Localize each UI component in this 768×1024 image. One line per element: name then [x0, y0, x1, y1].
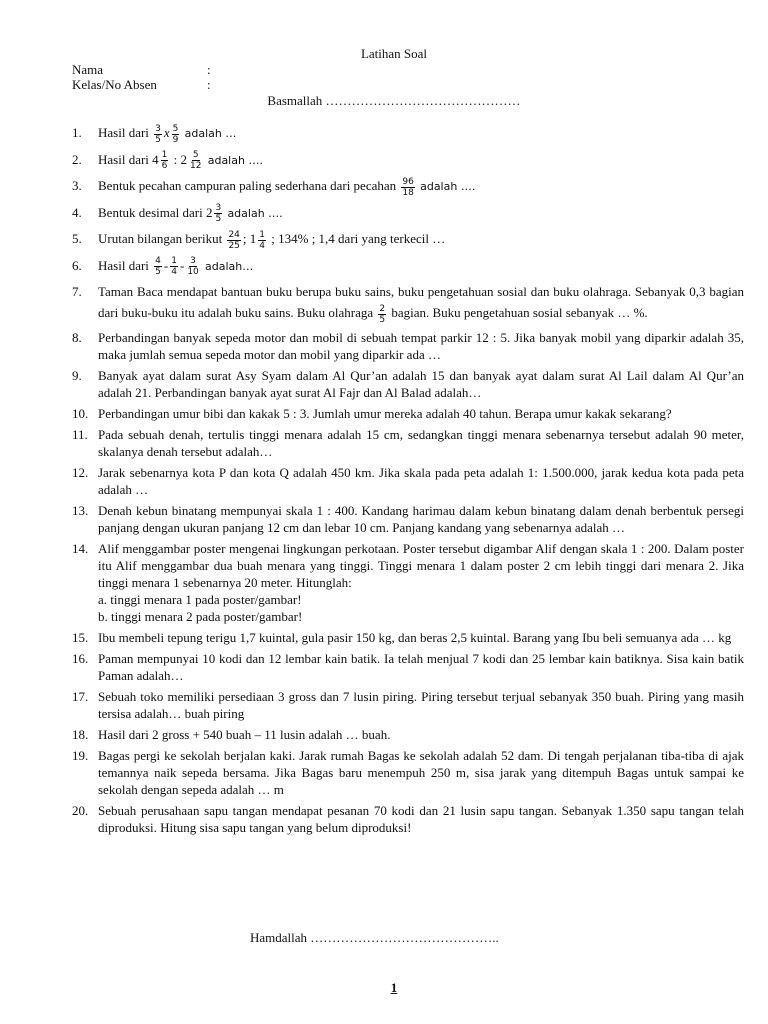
question-text: Hasil dari 4 — [98, 151, 159, 167]
question-text: adalah … — [184, 127, 237, 140]
question-number: 17. — [72, 688, 89, 704]
question-text: Jarak sebenarnya kota P dan kota Q adalah 450 km. Jika skala pada peta adalah 1: 1.500.000, jarak kedua kota pada peta adalah … — [98, 464, 744, 497]
question-number: 3. — [72, 178, 82, 194]
denominator: 9 — [172, 134, 179, 145]
fraction — [258, 230, 266, 251]
question-item — [72, 255, 744, 278]
denominator: 25 — [228, 240, 240, 251]
numerator: 5 — [192, 150, 199, 161]
numerator: 1 — [171, 256, 177, 267]
question-item — [72, 540, 744, 625]
numerator: 96 — [402, 176, 414, 187]
fraction — [401, 177, 414, 198]
question-text: Perbandingan banyak sepeda motor dan mobil di sebuah tempat parkir 12 : 5. Jika banyak mobil yang diparkir adalah 35, maka jumlah semua sepeda motor dan mobil yang diparkir ada … — [98, 329, 744, 362]
question-text: Perbandingan umur bibi dan kakak 5 : 3. Jumlah umur mereka adalah 40 tahun. Berapa umur kakak sekarang? — [98, 405, 672, 421]
question-text: : 2 — [170, 151, 188, 167]
question-item — [72, 726, 744, 743]
question-item — [72, 802, 744, 836]
question-text: adalah… — [205, 259, 254, 273]
question-text: Hasil dari — [98, 257, 149, 273]
question-number: 11. — [72, 426, 88, 442]
operator: - — [179, 257, 185, 273]
question-item — [72, 228, 744, 251]
question-number: 4. — [72, 204, 82, 220]
question-text: Banyak ayat dalam surat Asy Syam dalam Al Qur’an adalah 15 dan banyak ayat dalam surat Al Lail dalam Al Qur’an adalah 21. Perbandingan banyak ayat surat Al Fajr dan Al Balad adalah… — [98, 367, 744, 400]
question-item — [72, 405, 744, 422]
question-number: 6. — [72, 257, 82, 273]
question-text: Hasil dari 2 gross + 540 buah – 11 lusin adalah … buah. — [98, 726, 391, 742]
question-item — [72, 281, 744, 325]
hamdallah-line: Hamdallah …………………………………….. — [250, 930, 499, 945]
question-number: 12. — [72, 464, 89, 480]
sub-question-b: b. tinggi menara 2 pada poster/gambar! — [98, 608, 303, 624]
page-title: Latihan Soal — [360, 46, 428, 61]
question-item — [72, 629, 744, 646]
fraction — [172, 124, 180, 145]
question-text: ; 134% ; 1,4 dari yang terkecil … — [271, 231, 446, 247]
question-item — [72, 367, 744, 401]
question-number: 13. — [72, 502, 89, 518]
fraction — [186, 256, 199, 277]
question-item — [72, 122, 744, 145]
denominator: 4 — [171, 267, 177, 278]
name-colon: : — [207, 62, 211, 77]
denominator: 5 — [379, 314, 386, 325]
fraction — [154, 124, 162, 145]
question-number: 9. — [72, 367, 82, 383]
question-number: 19. — [72, 747, 89, 763]
numerator: 3 — [215, 203, 222, 214]
question-text: adalah …. — [227, 206, 283, 220]
question-item — [72, 202, 744, 225]
question-text: Paman mempunyai 10 kodi dan 12 lembar kain batik. Ia telah menjual 7 kodi dan 25 lembar kain batiknya. Sisa kain batik Paman adalah… — [98, 650, 744, 683]
denominator: 5 — [215, 214, 222, 225]
operator: x — [163, 125, 170, 140]
denominator: 6 — [161, 161, 168, 172]
basmallah-line: Basmallah ……………………………………… — [267, 93, 521, 108]
question-text: Pada sebuah denah, tertulis tinggi menara adalah 15 cm, sedangkan tinggi menara sebenarnya tersebut adalah 90 meter, skalanya denah tersebut adalah… — [98, 426, 744, 459]
numerator: 1 — [161, 150, 168, 161]
denominator: 5 — [155, 267, 161, 278]
question-text: adalah …. — [420, 180, 476, 194]
question-item — [72, 650, 744, 684]
question-number: 1. — [72, 125, 82, 140]
question-list — [72, 122, 744, 840]
fraction — [378, 304, 386, 325]
numerator: 1 — [259, 229, 265, 240]
class-row — [72, 77, 211, 93]
denominator: 5 — [155, 134, 161, 145]
name-label: Nama — [72, 62, 104, 77]
question-item — [72, 149, 744, 172]
numerator: 24 — [228, 229, 240, 240]
question-number: 10. — [72, 405, 89, 421]
question-item — [72, 464, 744, 498]
question-number: 18. — [72, 726, 89, 742]
question-text: Sebuah perusahaan sapu tangan mendapat pesanan 70 kodi dan 21 lusin sapu tangan. Sebanyak 1.350 sapu tangan telah diproduksi. Hitung sisa sapu tangan yang belum diproduksi! — [98, 802, 744, 835]
question-item — [72, 688, 744, 722]
question-text: Alif menggambar poster mengenai lingkungan perkotaan. Poster tersebut digambar Alif dengan skala 1 : 200. Dalam poster itu Alif menggambar dua buah menara yang tinggi. Tinggi menara 1 dalam poster 2 cm lebih tinggi dari menara 2. Jika tinggi menara 1 sebenarnya 20 meter. Hitunglah: — [98, 540, 744, 590]
question-text: Taman Baca mendapat bantuan buku berupa buku sains, buku pengetahuan sosial dan buku olahraga. Sebanyak 0,3 bagian dari buku-buku itu adalah buku sains. Buku olahraga — [98, 284, 744, 321]
fraction — [227, 230, 240, 251]
denominator: 12 — [190, 161, 202, 172]
question-text: Urutan bilangan berikut — [98, 231, 223, 247]
fraction — [170, 256, 178, 277]
denominator: 4 — [259, 240, 265, 251]
question-number: 7. — [72, 284, 82, 300]
question-number: 15. — [72, 629, 89, 645]
operator: - — [163, 257, 169, 273]
question-text: Ibu membeli tepung terigu 1,7 kuintal, gula pasir 150 kg, dan beras 2,5 kuintal. Barang yang Ibu beli semuanya ada … kg — [98, 629, 732, 645]
numerator: 5 — [172, 123, 179, 134]
question-item — [72, 502, 744, 536]
fraction — [161, 150, 169, 171]
sub-question-a: a. tinggi menara 1 pada poster/gambar! — [98, 591, 302, 607]
question-text: Sebuah toko memiliki persediaan 3 gross dan 7 lusin piring. Piring tersebut terjual sebanyak 350 buah. Piring yang masih tersisa adalah… buah piring — [98, 688, 744, 721]
numerator: 2 — [379, 303, 386, 314]
question-number: 5. — [72, 231, 82, 247]
question-text: Bentuk desimal dari 2 — [98, 204, 213, 220]
class-label: Kelas/No Absen — [72, 77, 157, 92]
question-text: adalah …. — [207, 153, 263, 167]
fraction — [189, 150, 202, 171]
question-text: Bentuk pecahan campuran paling sederhana dari pecahan — [98, 178, 397, 194]
question-item — [72, 329, 744, 363]
page-number: 1 — [390, 980, 398, 995]
question-number: 14. — [72, 540, 89, 556]
question-text: bagian. Buku pengetahuan sosial sebanyak … %. — [391, 305, 648, 321]
name-row — [72, 62, 211, 78]
fraction — [214, 203, 222, 224]
class-colon: : — [207, 77, 211, 92]
question-text: Denah kebun binatang mempunyai skala 1 : 400. Kandang harimau dalam kebun binatang dalam denah berbentuk persegi panjang dengan ukuran panjang 12 cm dan lebar 10 cm. Panjang kandang yang sebenarnya adalah … — [98, 502, 744, 535]
question-item — [72, 747, 744, 798]
question-number: 2. — [72, 151, 82, 167]
question-text: Bagas pergi ke sekolah berjalan kaki. Jarak rumah Bagas ke sekolah adalah 52 dam. Di tengah perjalanan tiba-tiba di ajak temannya naik sepeda bersama. Jika Bagas baru menempuh 250 m, sisa jarak yang ditempuh Bagas untuk sampai ke sekolah dengan sepeda adalah … m — [98, 747, 744, 797]
numerator: 3 — [190, 256, 196, 267]
fraction — [154, 256, 162, 277]
question-item — [72, 175, 744, 198]
question-text: Hasil dari — [98, 125, 149, 140]
denominator: 10 — [187, 267, 199, 278]
question-text: ; 1 — [242, 231, 257, 247]
numerator: 4 — [155, 256, 161, 267]
question-item — [72, 426, 744, 460]
question-number: 20. — [72, 802, 89, 818]
question-number: 16. — [72, 650, 89, 666]
denominator: 18 — [402, 187, 414, 198]
question-number: 8. — [72, 329, 82, 345]
numerator: 3 — [155, 123, 161, 134]
